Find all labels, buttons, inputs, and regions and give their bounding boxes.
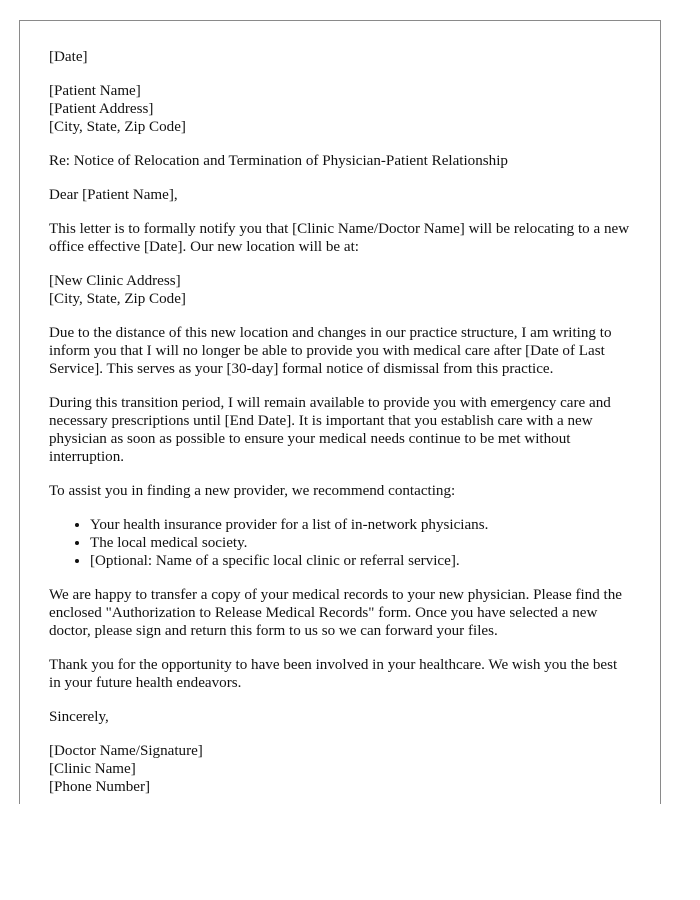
letter-date — [49, 48, 632, 66]
intro-paragraph: This letter is to formally notify you that [Clinic Name/Doctor Name] will be relocating to a new office effective [Date]. Our new location will be at: — [49, 221, 630, 255]
list-item: • [Optional: Name of a specific local clinic or referral service]. — [90, 552, 632, 570]
signature-name: [Doctor Name/Signature] — [49, 743, 203, 759]
dismissal-paragraph: Due to the distance of this new location and changes in our practice structure, I am writing to inform you that I will no longer be able to provide you with medical care after [Date of Last Service]. This serves as your [30-day] formal notice of dismissal from this practice. — [49, 325, 612, 377]
valediction: Sincerely, — [49, 709, 109, 725]
recipient-address-block — [49, 82, 632, 136]
assist-intro-paragraph: To assist you in finding a new provider, we recommend contacting: — [49, 483, 456, 499]
subject-line: Re: Notice of Relocation and Termination of Physician-Patient Relationship — [49, 153, 508, 169]
new-clinic-address: [New Clinic Address] — [49, 273, 181, 289]
salutation: Dear [Patient Name], — [49, 187, 178, 203]
recipient-name: [Patient Name] — [49, 83, 141, 99]
letter-page — [19, 20, 661, 804]
thanks-paragraph: Thank you for the opportunity to have been involved in your healthcare. We wish you the best in your future health endeavors. — [49, 657, 618, 691]
new-clinic-city-state-zip: [City, State, Zip Code] — [49, 291, 186, 307]
signature-phone: [Phone Number] — [49, 779, 151, 795]
records-paragraph: We are happy to transfer a copy of your medical records to your new physician. Please find the enclosed "Authorization to Release Medical Records" form. Once you have selected a new doctor, please sign and return this form to us so we can forward your files. — [49, 587, 622, 639]
recipient-city-state-zip: [City, State, Zip Code] — [49, 119, 186, 135]
signature-block — [49, 742, 632, 796]
list-item: • The local medical society. — [90, 534, 632, 552]
new-location-block — [49, 272, 632, 308]
list-item: • Your health insurance provider for a list of in-network physicians. — [90, 516, 632, 534]
recipient-address: [Patient Address] — [49, 101, 154, 117]
signature-clinic: [Clinic Name] — [49, 761, 136, 777]
referral-list — [49, 516, 632, 570]
date-text: [Date] — [49, 49, 88, 65]
transition-paragraph: During this transition period, I will remain available to provide you with emergency care and necessary prescriptions until [End Date]. It is important that you establish care with a new physician as soon as possible to ensure your medical needs continue to be met without interruption. — [49, 395, 611, 465]
